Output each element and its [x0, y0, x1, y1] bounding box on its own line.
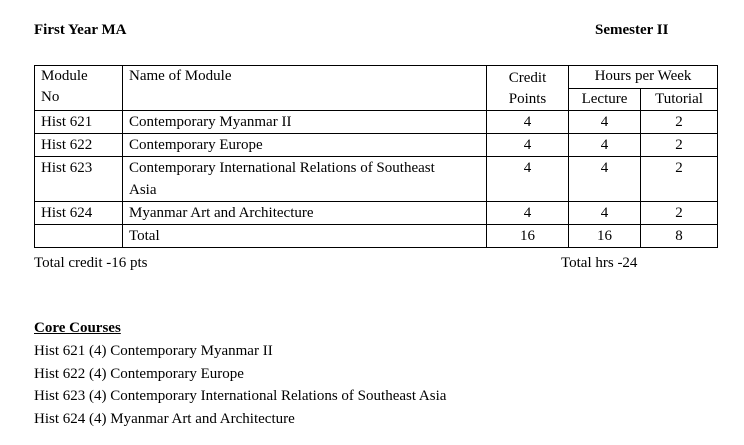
header-module-name: Name of Module: [123, 66, 487, 111]
module-code: Hist 623: [35, 157, 123, 202]
table-row: [35, 157, 718, 202]
year-heading: First Year MA: [34, 22, 127, 38]
header-module-line1: Module: [41, 68, 88, 84]
credit-points: 4: [487, 111, 569, 134]
total-credit-points: 16: [487, 225, 569, 248]
module-name-line1: Contemporary International Relations of Southeast: [129, 160, 435, 176]
lecture-hours: 4: [569, 157, 641, 202]
header-lecture: Lecture: [569, 88, 641, 111]
module-code: Hist 621: [35, 111, 123, 134]
module-name: Contemporary Europe: [123, 134, 487, 157]
tutorial-hours: 2: [641, 157, 718, 202]
total-credit-summary: Total credit -16 pts: [34, 255, 148, 271]
header-credit-line1: Credit: [508, 70, 547, 86]
total-lecture-hours: 16: [569, 225, 641, 248]
table-row: [35, 111, 718, 134]
header-tutorial: Tutorial: [641, 88, 718, 111]
table-header-row: [35, 66, 718, 89]
header-module-no: [35, 66, 123, 111]
lecture-hours: 4: [569, 134, 641, 157]
lecture-hours: 4: [569, 111, 641, 134]
lecture-hours: 4: [569, 202, 641, 225]
header-credit-line2: Points: [508, 91, 547, 107]
header-credit-points: [487, 66, 569, 111]
core-course-line: Hist 623 (4) Contemporary International Relations of Southeast Asia: [34, 388, 447, 404]
core-course-line: Hist 622 (4) Contemporary Europe: [34, 366, 244, 382]
modules-table: [34, 65, 718, 248]
credit-points: 4: [487, 134, 569, 157]
total-tutorial-hours: 8: [641, 225, 718, 248]
semester-heading: Semester II: [595, 22, 669, 38]
tutorial-hours: 2: [641, 134, 718, 157]
module-code: Hist 622: [35, 134, 123, 157]
core-courses-title: Core Courses: [34, 320, 121, 336]
table-row: [35, 202, 718, 225]
core-course-line: Hist 621 (4) Contemporary Myanmar II: [34, 343, 273, 359]
total-hours-summary: Total hrs -24: [561, 255, 638, 271]
total-empty-cell: [35, 225, 123, 248]
module-name: [123, 157, 487, 202]
total-label: Total: [123, 225, 487, 248]
module-name: Contemporary Myanmar II: [123, 111, 487, 134]
credit-points: 4: [487, 202, 569, 225]
table-row: [35, 134, 718, 157]
module-name-line2: Asia: [129, 182, 157, 198]
header-hours-per-week: Hours per Week: [569, 66, 718, 89]
tutorial-hours: 2: [641, 111, 718, 134]
module-name: Myanmar Art and Architecture: [123, 202, 487, 225]
core-course-line: Hist 624 (4) Myanmar Art and Architecture: [34, 411, 295, 427]
header-module-line2: No: [41, 89, 60, 105]
module-code: Hist 624: [35, 202, 123, 225]
tutorial-hours: 2: [641, 202, 718, 225]
table-total-row: [35, 225, 718, 248]
credit-points: 4: [487, 157, 569, 202]
